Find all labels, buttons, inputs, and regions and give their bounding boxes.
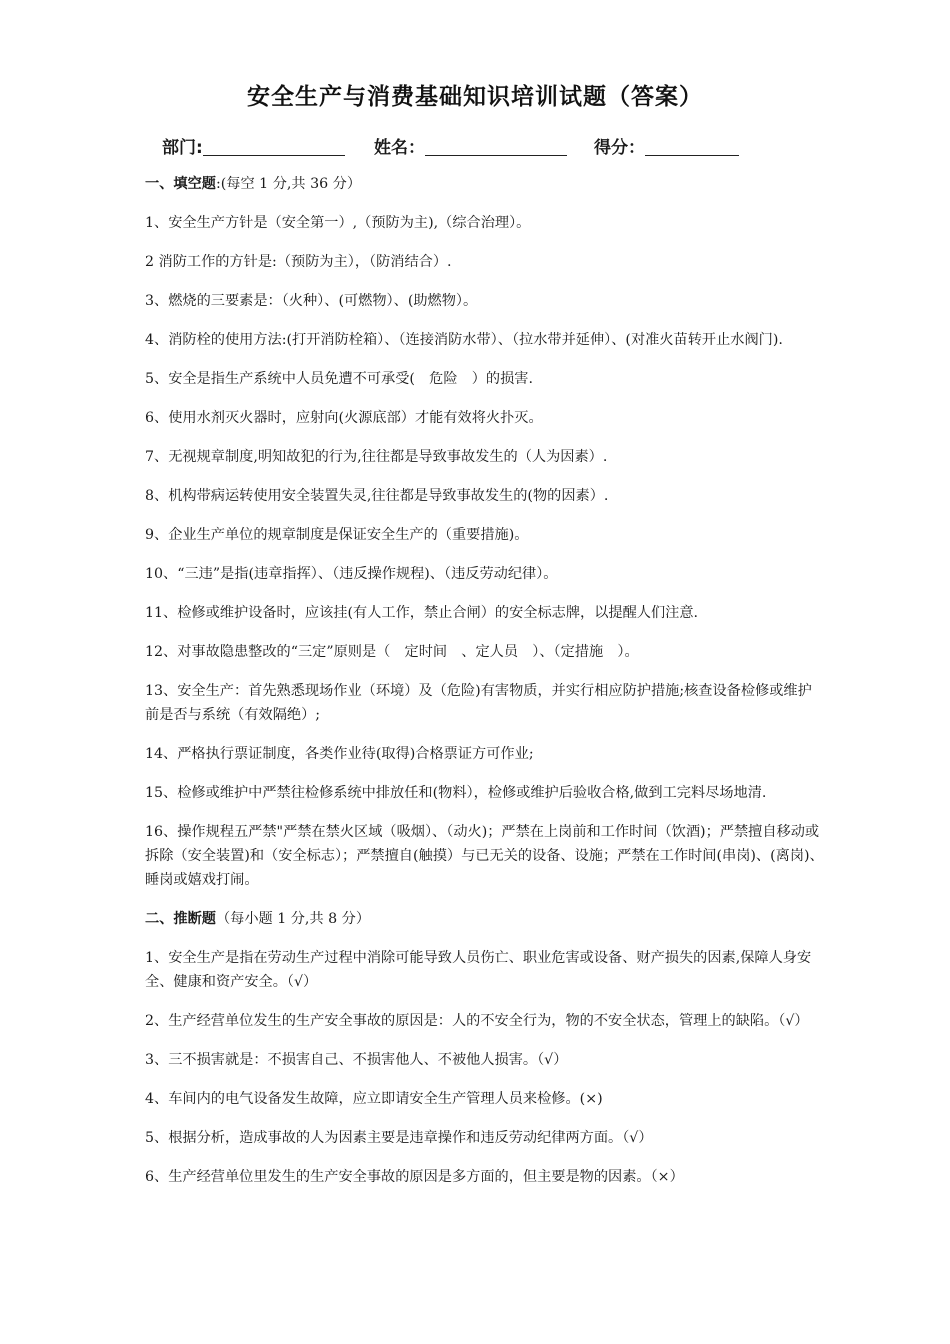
- question-item: 5、安全是指生产系统中人员免遭不可承受( 危险 ）的损害.: [145, 371, 533, 387]
- section-heading-fill-in: [145, 172, 825, 196]
- question-item: 10、“三违”是指(违章指挥）、（违反操作规程)、（违反劳动纪律）。: [145, 566, 558, 582]
- question-item: 3、燃烧的三要素是：（火种）、(可燃物）、(助燃物）。: [145, 293, 478, 309]
- name-blank[interactable]: [425, 137, 567, 156]
- section-note: （每小题 1 分,共 8 分）: [215, 911, 371, 927]
- document-body: [145, 172, 825, 1204]
- name-label: 姓名：: [374, 138, 425, 158]
- question-item: 2、生产经营单位发生的生产安全事故的原因是：人的不安全行为，物的不安全状态，管理上的缺陷。（√）: [145, 1013, 809, 1029]
- question-item: 4、车间内的电气设备发生故障，应立即请安全生产管理人员来检修。(×): [145, 1091, 603, 1107]
- question-item: 3、三不损害就是：不损害自己、不损害他人、不被他人损害。（√）: [145, 1052, 568, 1068]
- score-label: 得分：: [594, 138, 645, 158]
- question-item: 1、安全生产方针是（安全第一）,（预防为主),（综合治理）。: [145, 215, 531, 231]
- question-item: 14、严格执行票证制度，各类作业待(取得)合格票证方可作业;: [145, 746, 534, 762]
- department-label: 部门:: [162, 138, 203, 158]
- name-field: [374, 133, 567, 158]
- question-item: 6、生产经营单位里发生的生产安全事故的原因是多方面的，但主要是物的因素。（×）: [145, 1169, 684, 1185]
- question-item: 7、无视规章制度,明知故犯的行为,往往都是导致事故发生的（人为因素）.: [145, 449, 608, 465]
- department-field: [162, 133, 345, 158]
- section-title: 一、填空题: [145, 176, 216, 192]
- question-item: 6、使用水剂灭火器时，应射向(火源底部）才能有效将火扑灭。: [145, 410, 543, 426]
- question-item: 5、根据分析，造成事故的人为因素主要是违章操作和违反劳动纪律两方面。（√）: [145, 1130, 653, 1146]
- question-item: 1、安全生产是指在劳动生产过程中消除可能导致人员伤亡、职业危害或设备、财产损失的因素,保障人身安全、健康和资产安全。（√）: [145, 950, 812, 990]
- question-item: 4、消防栓的使用方法:(打开消防栓箱）、（连接消防水带）、（拉水带并延伸）、(对准火苗转开止水阀门).: [145, 332, 783, 348]
- score-blank[interactable]: [645, 137, 739, 156]
- section-heading-judgement: [145, 907, 825, 931]
- score-field: [594, 133, 739, 158]
- question-item: 15、检修或维护中严禁往检修系统中排放任和(物料），检修或维护后验收合格,做到工完料尽场地清.: [145, 785, 767, 801]
- section-title: 二、推断题: [145, 911, 216, 927]
- question-item: 13、安全生产：首先熟悉现场作业（环境）及（危险)有害物质，并实行相应防护措施;核查设备检修或维护前是否与系统（有效隔绝）;: [145, 683, 812, 723]
- section-note: :(每空 1 分,共 36 分）: [215, 176, 362, 192]
- info-row: [162, 133, 782, 161]
- question-item: 8、机构带病运转使用安全装置失灵,往往都是导致事故发生的(物的因素）.: [145, 488, 609, 504]
- question-item: 16、操作规程五严禁"严禁在禁火区域（吸烟）、（动火)；严禁在上岗前和工作时间（饮酒)；严禁擅自移动或拆除（安全装置)和（安全标志）；严禁擅自(触摸）与已无关的设备、设施；严禁在工作时间(串岗)、(离岗)、睡岗或嬉戏打闹。: [145, 824, 824, 888]
- question-item: 9、企业生产单位的规章制度是保证安全生产的（重要措施)。: [145, 527, 529, 543]
- document-title: 安全生产与消费基础知识培训试题（答案）: [247, 84, 703, 110]
- question-item: 2 消防工作的方针是:（预防为主），（防消结合）.: [145, 254, 452, 270]
- question-item: 11、检修或维护设备时，应该挂(有人工作，禁止合闸）的安全标志牌，以提醒人们注意.: [145, 605, 699, 621]
- question-item: 12、对事故隐患整改的“三定”原则是（ 定时间 、定人员 ）、（定措施 ）。: [145, 644, 639, 660]
- department-blank[interactable]: [203, 137, 345, 156]
